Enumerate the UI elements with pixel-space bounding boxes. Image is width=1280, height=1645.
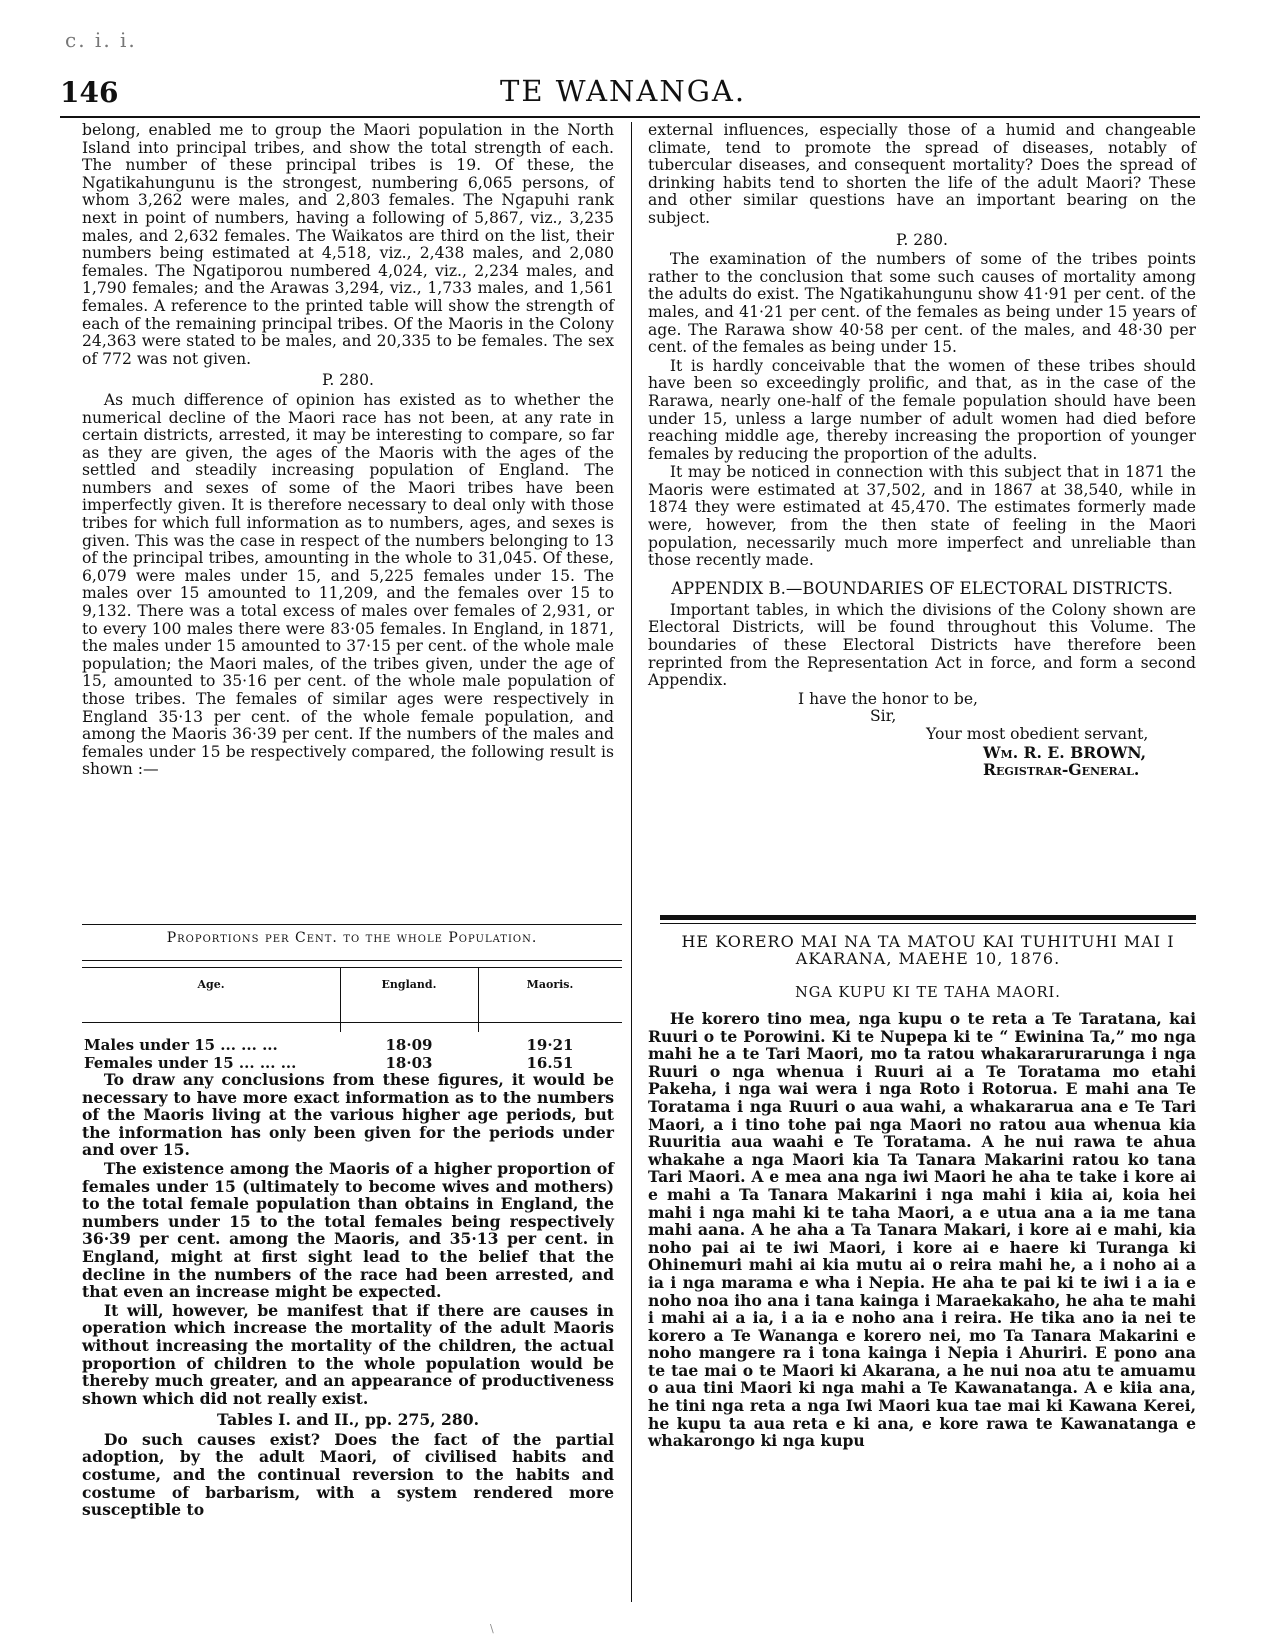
section-rule-thin [660,923,1196,924]
table-row-label: Females under 15 ... ... ... [84,1054,297,1072]
table-cell: 16.51 [526,1054,574,1072]
maori-subheading: NGA KUPU KI TE TAHA MAORI. [795,985,1061,1001]
table-cell: 19·21 [526,1036,574,1054]
bottom-mark: \ [490,1622,494,1635]
closing-line: Your most obedient servant, [926,725,1149,743]
column-divider [631,122,632,1602]
appendix-title: APPENDIX B.—BOUNDARIES OF ELECTORAL DISTRICTS. [671,578,1173,598]
lower-left-column [82,1071,614,1520]
left-column [82,122,614,780]
table-rule [82,924,622,925]
corner-mark: c. i. i. [65,28,137,52]
table-header-age: Age. [197,978,225,991]
paragraph: Do such causes exist? Does the fact of the partial adoption, by the adult Maori, of civilised habits and costume, and the continual reversion to the habits and costume of barbarism, with a system rendered more susceptible to [82,1429,614,1520]
section-mark: Tables I. and II., pp. 275, 280. [216,1410,480,1430]
paragraph: It may be noticed in connection with this subject that in 1871 the Maoris were estimated at 37,502, and in 1867 at 38,540, while in 1874 they were estimated at 45,470. The estimates formerly made were, however, from the then state of feeling in the Maori population, necessarily much more imperfect and unreliable than those recently made. [648,463,1196,570]
closing-line: Sir, [870,707,897,726]
table-rule [82,960,622,961]
table-rule [82,967,622,968]
paragraph: belong, enabled me to group the Maori population in the North Island into principal tribes, and show the total strength of each. The number of these principal tribes is 19. Of these, the Ngatikahungunu is the strongest, numbering 6,065 persons, of whom 3,262 were males, and 2,803 females. The Ngapuhi rank next in point of numbers, having a following of 5,867, viz., 3,235 males, and 2,632 females. The Waikatos are third on the list, their numbers being estimated at 4,518, viz., 2,438 males, and 2,080 females. The Ngatiporou numbered 4,024, viz., 2,234 males, and 1,790 females; and the Arawas 3,294, viz., 1,733 males, and 1,561 females. A reference to the printed table will show the strength of each of the remaining principal tribes. Of the Maoris in the Colony 24,363 were stated to be males, and 20,335 to be females. The sex of 772 was not given. [82,121,614,368]
paragraph: Important tables, in which the divisions of the Colony shown are Electoral Districts, will be found throughout this Volume. The boundaries of these Electoral Districts have therefore been reprinted from the Representation Act in force, and form a second Appendix. [648,600,1196,690]
section-mark: P. 280. [896,230,948,249]
table-title: Proportions per Cent. to the whole Population. [166,930,538,946]
table-cell: 18·09 [385,1036,433,1054]
paragraph: external influences, especially those of a humid and changeable climate, tend to promote the spread of diseases, notably of tubercular diseases, and consequent mortality? Does the spread of drinking habits tend to shorten the life of the adult Maori? These and other similar questions have an important bearing on the subject. [648,121,1196,227]
signature-name: Wm. R. E. BROWN, [983,742,1147,762]
section-mark: P. 280. [322,371,374,390]
table-header-maoris: Maoris. [526,978,574,991]
paragraph: It is hardly conceivable that the women of these tribes should have been so exceedingly prolific, and that, as in the case of the Rarawa, nearly one-half of the female population should have been under 15, unless a large number of adult women had died before reaching middle age, thereby increasing the proportion of younger females by reducing the proportion of the adults. [648,356,1196,463]
paragraph: It will, however, be manifest that if there are causes in operation which increase the mortality of the adult Maoris without increasing the mortality of the children, the actual proportion of children to the whole population would be thereby much greater, and an appearance of productiveness shown which did not really exist. [82,1300,614,1408]
maori-text-column [648,1010,1196,1451]
maori-heading: HE KORERO MAI NA TA MATOU KAI TUHITUHI MAI I AKARANA, MAEHE 10, 1876. [681,932,1175,968]
signature-title: Registrar-General. [983,760,1140,780]
paragraph: He korero tino mea, nga kupu o te reta a Te Taratana, kai Ruuri o te Porowini. Ki te Nupepa ki te “ Ewinina Ta,” mo nga mahi he a te Tari Maori, mo ta ratou whakararurarunga i nga Ruuri o nga whenua i Ruuri ai a Te Toratama mo etahi Pakeha, i nga wai wera i nga Roto i Rotorua. E mahi ana Te Toratama i nga Ruuri o aua wahi, a whakararua ana e Te Tari Maori, a i tino tohe pai nga Maori no ratou aua whenua kia Ruuritia aua waahi e Te Toratama. A he nui rawa te ahua whakahe a nga Maori kia Ta Tanara Makarini ratou ko tana Tari Maori. A e mea ana nga iwi Maori he aha te take i kore ai e mahi a Ta Tanara Makarini i nga mahi i kiia ai, koia hei mahi i nga mahi ki te taha Maori, a e utua ana a ia me tana mahi aana. A he aha a Ta Tanara Makari, i kore ai e mahi, kia noho pai ai te iwi Maori, i kore ai e haere ki Turanga ki Ohinemuri mahi ai kia mutu ai o reira mahi he, a i noho ai a ia i nga marama e wha i Nepia. He aha te pai ki te iwi i a ia e noho noa iho ana i tana kainga i Maraekakaho, he aha te mahi i mahi ai a ia, i a ia e noho ana i reira. He tika ano ia nei te korero a Te Wananga e korero nei, mo Ta Tanara Makarini e noho mangere ra i tona kainga i Nepia i Ahuriri. E pono ana te tae mai o te Maori ki Akarana, a he nui noa atu te amuamu o aua tini Maori ki nga mahi a Te Kawanatanga. A e kiia ana, he tini nga reta a nga Iwi Maori kua tae mai ki Kawana Kerei, he kupu ta aua reta e ki ana, e kore rawa te Kawanatanga e whakarongo ki nga kupu [648,1009,1196,1451]
table-rule [82,1022,622,1023]
page-title: TE WANANGA. [500,74,747,108]
paragraph: The existence among the Maoris of a higher proportion of females under 15 (ultimately to become wives and mothers) to the total female population than obtains in England, the numbers under 15 to the total females being respectively 36·39 per cent. among the Maoris, and 35·13 per cent. in England, might at first sight lead to the belief that the decline in the numbers of the race had been arrested, and that even an increase might be expected. [82,1158,614,1302]
closing-line: I have the honor to be, [798,689,978,708]
table-row-label: Males under 15 ... ... ... [84,1036,278,1054]
table-header-england: England. [381,978,437,991]
section-rule-thick [660,915,1196,920]
paragraph: As much difference of opinion has existed as to whether the numerical decline of the Maori race has not been, at any rate in certain districts, arrested, it may be interesting to compare, so far as they are given, the ages of the Maoris with the ages of the settled and steadily increasing population of England. The numbers and sexes of some of the Maori tribes have been imperfectly given. It is therefore necessary to deal only with those tribes for which full information as to numbers, ages, and sexes is given. This was the case in respect of the numbers belonging to 13 of the principal tribes, amounting in the whole to 31,045. Of these, 6,079 were males under 15, and 5,225 females under 15. The males over 15 amounted to 11,209, and the females over 15 to 9,132. There was a total excess of males over females of 2,931, or to every 100 males there were 83·05 females. In England, in 1871, the males under 15 amounted to 37·15 per cent. of the whole male population; the Maori males, of the tribes given, under the age of 15, amounted to 35·16 per cent. of the whole male population of those tribes. The females of similar ages were respectively in England 35·13 per cent. of the whole female population, and among the Maoris 36·39 per cent. If the numbers of the males and females under 15 be respectively compared, the following result is shown :— [82,390,614,779]
page-number: 146 [60,76,119,109]
header-rule [60,116,1200,118]
paragraph: To draw any conclusions from these figures, it would be necessary to have more exact information as to the numbers of the Maoris living at the various higher age periods, but the information has only been given for the periods under and over 15. [82,1070,614,1160]
right-column [648,122,1196,779]
paragraph: The examination of the numbers of some of the tribes points rather to the conclusion that some such causes of mortality among the adults do exist. The Ngatikahungunu show 41·91 per cent. of the males, and 41·21 per cent. of the females as being under 15 years of age. The Rarawa show 40·58 per cent. of the males, and 48·30 per cent. of the females as being under 15. [648,250,1196,357]
table-cell: 18·03 [385,1054,433,1072]
